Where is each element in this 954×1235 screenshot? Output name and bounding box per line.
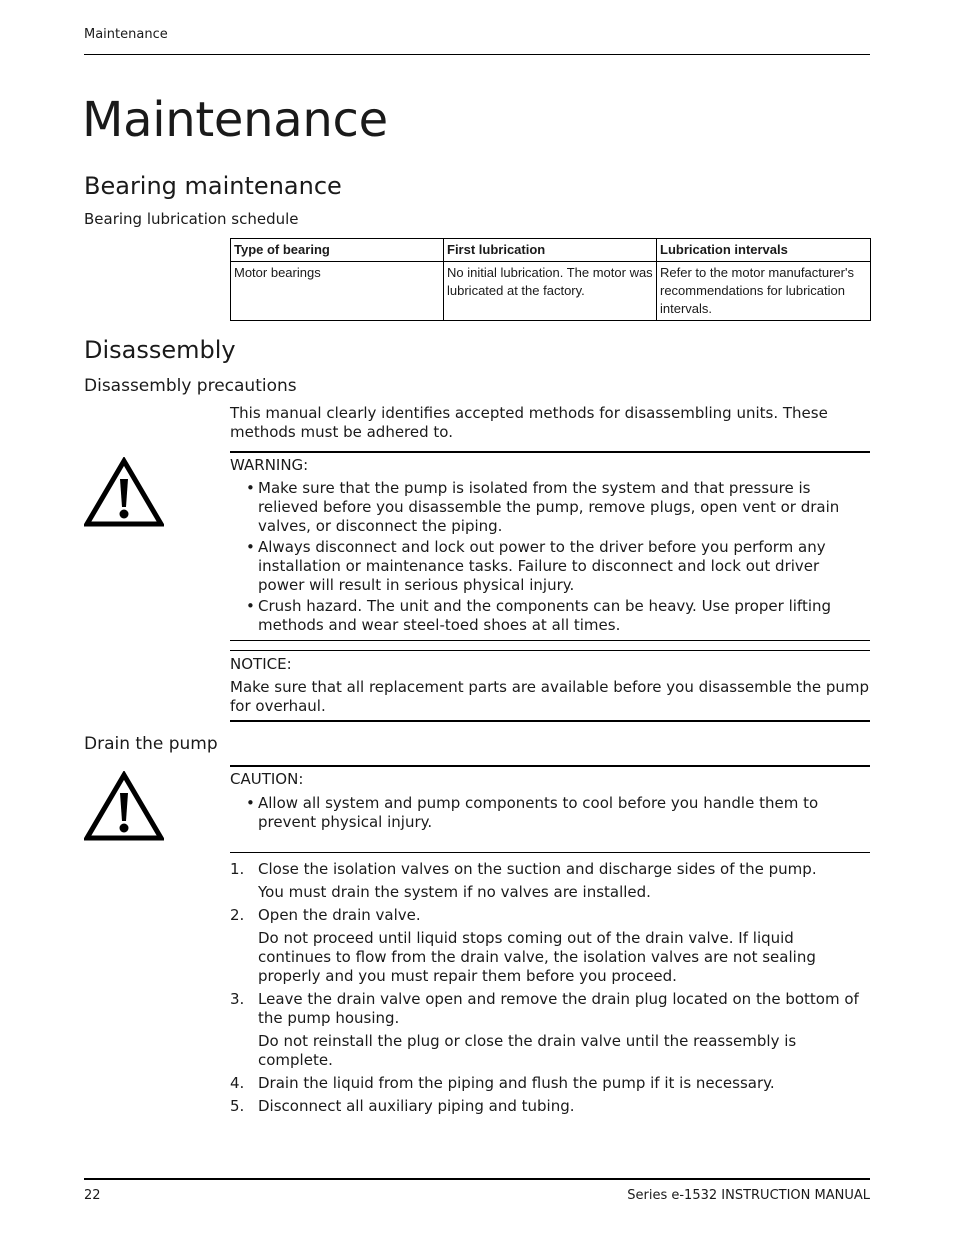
list-item: • Make sure that the pump is isolated from the system and that pressure is relieved before you disassemble the pump, remove plugs, open vent or drain valves, or disconnect the piping.	[230, 479, 870, 536]
caution-list	[230, 794, 870, 834]
table-header-cell: Type of bearing	[231, 239, 444, 262]
list-item: • Always disconnect and lock out power to the driver before you perform any installation or maintenance tasks. Failure to disconnect and lock out driver power will result in serious physical injury.	[230, 538, 870, 595]
header-rule	[84, 54, 870, 55]
footer-rule	[84, 1178, 870, 1180]
step-text: Open the drain valve.	[258, 906, 421, 924]
warning-top-rule	[230, 451, 870, 453]
list-item: • Allow all system and pump components to cool before you handle them to prevent physical injury.	[230, 794, 870, 832]
precautions-intro: This manual clearly identifies accepted methods for disassembling units. These methods must be adhered to.	[230, 404, 828, 441]
warning-bottom-rule	[230, 640, 870, 641]
schedule-label: Bearing lubrication schedule	[84, 210, 299, 228]
warning-triangle-icon	[84, 457, 164, 527]
table-cell: Refer to the motor manufacturer's recommendations for lubrication intervals.	[657, 262, 871, 321]
section-heading-disassembly: Disassembly	[84, 336, 236, 364]
manual-title: Series e-1532 INSTRUCTION MANUAL	[627, 1188, 870, 1203]
lubrication-schedule-table	[230, 238, 871, 321]
subsection-heading-drain: Drain the pump	[84, 734, 218, 754]
list-item	[230, 860, 870, 902]
notice-bottom-rule	[230, 720, 870, 722]
step-subtext: Do not reinstall the plug or close the drain valve until the reassembly is complete.	[258, 1032, 797, 1069]
notice-text: Make sure that all replacement parts are available before you disassemble the pump for overhaul.	[230, 678, 869, 715]
table-header-row	[231, 239, 871, 262]
list-item	[230, 1097, 870, 1116]
caution-top-rule	[230, 765, 870, 767]
list-item: • Crush hazard. The unit and the components can be heavy. Use proper lifting methods and wear steel-toed shoes at all times.	[230, 597, 870, 635]
section-heading-bearing: Bearing maintenance	[84, 172, 342, 200]
caution-label: CAUTION:	[230, 770, 304, 788]
page-title: Maintenance	[82, 92, 388, 148]
table-cell: Motor bearings	[231, 262, 444, 321]
step-subtext: Do not proceed until liquid stops coming out of the drain valve. If liquid continues to flow from the drain valve, the isolation valves are not sealing properly and you must repair them before you proceed.	[258, 929, 816, 985]
warning-label: WARNING:	[230, 456, 309, 474]
drain-steps-list	[230, 860, 870, 1120]
step-number: 3.	[230, 990, 245, 1008]
notice-label: NOTICE:	[230, 655, 292, 673]
table-header-cell: Lubrication intervals	[657, 239, 871, 262]
step-subtext: You must drain the system if no valves are installed.	[258, 883, 651, 901]
list-item	[230, 1074, 870, 1093]
table-header-cell: First lubrication	[444, 239, 657, 262]
warning-triangle-icon	[84, 771, 164, 841]
list-item	[230, 906, 870, 986]
step-number: 1.	[230, 860, 245, 878]
step-number: 4.	[230, 1074, 245, 1092]
table-row	[231, 262, 871, 321]
table-cell: No initial lubrication. The motor was lubricated at the factory.	[444, 262, 657, 321]
warning-list	[230, 479, 870, 637]
caution-bottom-rule	[230, 852, 870, 853]
step-number: 2.	[230, 906, 245, 924]
list-item	[230, 990, 870, 1070]
step-text: Close the isolation valves on the suction and discharge sides of the pump.	[258, 860, 817, 878]
running-header: Maintenance	[84, 27, 168, 42]
subsection-heading-precautions: Disassembly precautions	[84, 376, 297, 396]
notice-top-rule	[230, 650, 870, 651]
step-text: Leave the drain valve open and remove the drain plug located on the bottom of the pump housing.	[258, 990, 859, 1027]
step-text: Drain the liquid from the piping and flush the pump if it is necessary.	[258, 1074, 775, 1092]
step-number: 5.	[230, 1097, 245, 1115]
page-number: 22	[84, 1188, 101, 1203]
step-text: Disconnect all auxiliary piping and tubing.	[258, 1097, 575, 1115]
